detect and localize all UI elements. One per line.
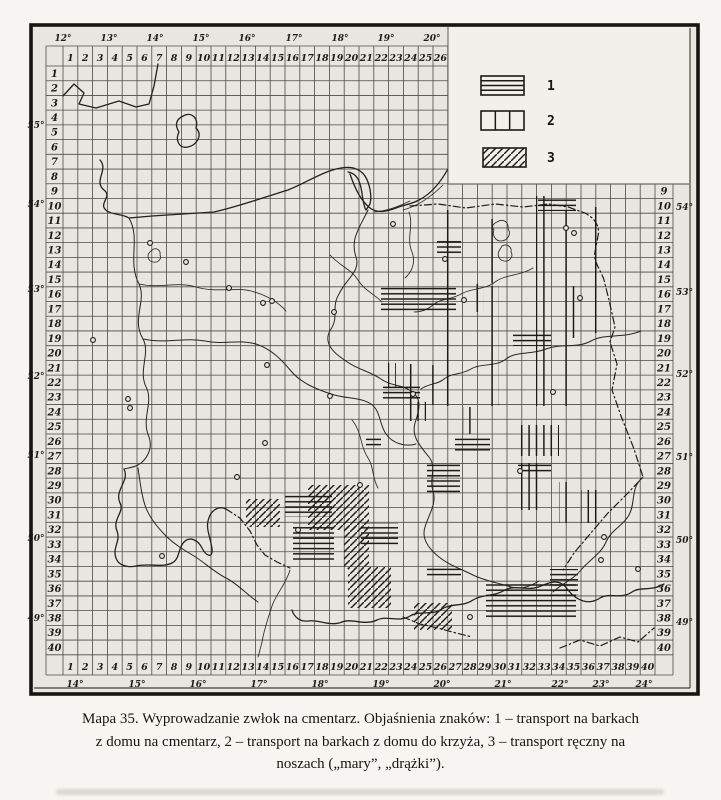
axis-label: 21	[359, 53, 374, 64]
town-marker	[235, 475, 240, 480]
axis-label: 25	[47, 422, 62, 434]
axis-label: 35	[657, 569, 671, 581]
axis-label: 28	[463, 662, 477, 673]
town-marker	[160, 554, 165, 559]
axis-label: 15	[270, 53, 285, 64]
town-marker	[564, 226, 569, 231]
hatch-region-symbol-2	[428, 365, 436, 405]
axis-label: 5	[126, 662, 133, 673]
axis-label: 17	[300, 662, 314, 673]
town-marker	[332, 310, 337, 315]
axis-label: 14°	[146, 34, 164, 44]
hatch-region-symbol-1	[486, 584, 576, 618]
hatch-region-symbol-2	[475, 284, 484, 312]
town-marker	[328, 394, 333, 399]
axis-label: 49°	[27, 614, 45, 624]
hatch-region-symbol-2	[463, 407, 472, 434]
axis-label: 14	[47, 260, 62, 272]
axis-label: 40	[640, 662, 655, 673]
axis-label: 54°	[27, 200, 45, 210]
town-marker	[358, 483, 363, 488]
axis-label: 11	[657, 216, 671, 228]
axis-label: 6	[51, 142, 58, 154]
axis-label: 33	[657, 539, 671, 551]
town-marker	[602, 535, 607, 540]
axis-label: 38	[611, 662, 625, 673]
axis-label: 11	[211, 53, 226, 64]
legend-swatch-diagonal-lines	[483, 148, 526, 167]
axis-label: 54°	[676, 203, 694, 213]
town-marker	[184, 260, 189, 265]
axis-label: 27	[47, 451, 62, 463]
axis-label: 32	[522, 662, 536, 673]
axis-label: 24	[47, 407, 62, 419]
axis-label: 20°	[423, 34, 441, 44]
axis-label: 19°	[377, 34, 395, 44]
axis-label: 16	[657, 289, 671, 301]
axis-label: 9	[185, 53, 193, 64]
axis-label: 3	[51, 98, 58, 110]
axis-label: 36	[581, 662, 596, 673]
axis-label: 24	[404, 662, 418, 673]
axis-label: 27	[448, 662, 462, 673]
axis-label: 17°	[285, 34, 303, 44]
axis-label: 37	[47, 598, 62, 610]
town-marker	[227, 286, 232, 291]
axis-label: 20°	[433, 680, 451, 690]
axis-label: 51°	[676, 453, 694, 463]
axis-label: 12	[226, 662, 240, 673]
axis-label: 16	[47, 289, 62, 301]
town-marker	[263, 441, 268, 446]
axis-label: 9	[185, 662, 193, 673]
axis-label: 17°	[250, 680, 268, 690]
legend-item-number: 1	[547, 79, 555, 94]
caption-line-3: noszach („mary”, „drążki”).	[276, 756, 445, 772]
axis-label: 17	[300, 53, 314, 64]
axis-label: 19°	[372, 680, 390, 690]
axis-label: 36	[47, 584, 62, 596]
axis-label: 8	[170, 662, 178, 673]
axis-label: 39	[657, 628, 671, 640]
axis-label: 25	[657, 422, 671, 434]
hatch-region-symbol-2	[591, 207, 600, 333]
town-marker	[148, 241, 153, 246]
axis-label: 36	[657, 584, 671, 596]
axis-label: 8	[170, 53, 178, 64]
axis-label: 25	[418, 662, 433, 673]
axis-label: 7	[155, 662, 163, 673]
axis-label: 13	[47, 245, 62, 257]
axis-label: 35	[47, 569, 62, 581]
axis-label: 28	[47, 466, 62, 478]
town-marker	[126, 397, 131, 402]
legend-item-number: 3	[547, 151, 555, 166]
axis-label: 52°	[676, 370, 694, 380]
axis-label: 13	[241, 53, 255, 64]
axis-label: 21°	[494, 680, 512, 690]
axis-label: 52°	[27, 372, 45, 382]
axis-label: 37	[596, 662, 610, 673]
axis-label: 15	[47, 274, 62, 286]
axis-label: 17	[657, 304, 671, 316]
axis-label: 18	[47, 319, 62, 331]
axis-label: 3	[96, 662, 104, 673]
axis-label: 2	[51, 83, 58, 95]
axis-label: 34	[552, 662, 566, 673]
hatch-region-symbol-2	[561, 210, 569, 406]
axis-label: 23	[389, 662, 403, 673]
axis-label: 40	[657, 642, 671, 654]
axis-label: 16°	[189, 680, 207, 690]
legend-item-number: 2	[547, 114, 555, 129]
axis-label: 29	[657, 481, 671, 493]
hatch-region-symbol-2	[559, 482, 570, 523]
axis-label: 39	[47, 628, 62, 640]
axis-label: 26	[657, 436, 671, 448]
axis-label: 13°	[100, 34, 118, 44]
hatch-region-symbol-2	[407, 364, 417, 406]
axis-label: 40	[47, 642, 62, 654]
axis-label: 15	[270, 662, 285, 673]
axis-label: 10	[196, 53, 211, 64]
axis-label: 27	[657, 451, 671, 463]
axis-label: 15°	[128, 680, 146, 690]
hatch-region-symbol-3	[344, 526, 369, 569]
hatch-region-symbol-1	[455, 436, 490, 452]
axis-label: 55°	[27, 121, 45, 131]
axis-label: 53°	[27, 285, 45, 295]
legend	[448, 27, 689, 184]
axis-label: 22	[374, 662, 388, 673]
hatch-region-symbol-2	[520, 425, 559, 456]
axis-label: 29	[47, 481, 62, 493]
axis-label: 51°	[27, 451, 45, 461]
hatch-region-symbol-1	[427, 464, 460, 495]
axis-label: 26	[433, 662, 448, 673]
axis-label: 4	[51, 113, 58, 125]
hatch-region-symbol-2	[521, 463, 542, 510]
axis-label: 21	[657, 363, 671, 375]
axis-label: 11	[211, 662, 226, 673]
axis-label: 18	[315, 53, 329, 64]
hatch-region-symbol-1	[366, 437, 381, 448]
axis-label: 1	[67, 53, 74, 64]
axis-label: 24	[657, 407, 671, 419]
axis-label: 24°	[635, 680, 653, 690]
axis-label: 1	[51, 68, 58, 80]
axis-label: 50°	[27, 534, 45, 544]
axis-label: 19	[657, 333, 671, 345]
axis-label: 29	[478, 662, 492, 673]
axis-label: 20	[344, 53, 359, 64]
axis-label: 19	[47, 333, 62, 345]
axis-label: 28	[657, 466, 671, 478]
axis-label: 30	[657, 495, 671, 507]
hatch-region-symbol-2	[536, 196, 546, 406]
axis-label: 35	[566, 662, 581, 673]
axis-label: 9	[51, 186, 58, 198]
axis-label: 14	[657, 260, 671, 272]
axis-label: 18	[315, 662, 329, 673]
axis-label: 38	[47, 613, 62, 625]
axis-label: 4	[111, 53, 119, 64]
axis-label: 31	[507, 662, 522, 673]
axis-label: 16°	[238, 34, 256, 44]
hatch-region-symbol-2	[408, 402, 426, 421]
axis-label: 8	[51, 171, 58, 183]
axis-label: 18°	[311, 680, 329, 690]
axis-label: 26	[47, 436, 62, 448]
axis-label: 12°	[54, 34, 72, 44]
axis-label: 15	[657, 274, 671, 286]
axis-label: 9	[660, 186, 668, 198]
axis-label: 14	[256, 662, 270, 673]
axis-label: 34	[657, 554, 671, 566]
axis-label: 30	[47, 495, 62, 507]
axis-label: 22	[657, 377, 671, 389]
axis-label: 31	[657, 510, 671, 522]
axis-label: 33	[47, 539, 62, 551]
hatch-region-symbol-3	[246, 499, 280, 527]
axis-label: 10	[196, 662, 211, 673]
hatch-region-symbol-2	[569, 286, 576, 338]
axis-label: 22	[47, 377, 62, 389]
axis-label: 3	[96, 53, 104, 64]
axis-label: 14	[256, 53, 270, 64]
axis-label: 15°	[192, 34, 210, 44]
axis-label: 34	[47, 554, 62, 566]
hatch-region-symbol-2	[488, 286, 499, 406]
axis-label: 1	[67, 662, 74, 673]
town-marker	[572, 231, 577, 236]
map-caption	[26, 708, 695, 776]
town-marker	[599, 558, 604, 563]
town-marker	[551, 390, 556, 395]
axis-label: 24	[404, 53, 418, 64]
town-marker	[261, 301, 266, 306]
axis-label: 31	[47, 510, 62, 522]
hatch-region-symbol-2	[443, 210, 453, 406]
axis-label: 22°	[551, 680, 569, 690]
hatch-region-symbol-3	[308, 485, 369, 530]
axis-label: 16	[285, 662, 300, 673]
axis-label: 7	[51, 157, 58, 169]
axis-label: 32	[657, 525, 671, 537]
axis-label: 16	[285, 53, 300, 64]
axis-label: 33	[537, 662, 551, 673]
hatch-region-symbol-3	[348, 567, 391, 608]
axis-label: 22	[374, 53, 388, 64]
caption-line-2: z domu na cmentarz, 2 – transport na barkach z domu do krzyża, 3 – transport ręczny na	[95, 733, 626, 750]
axis-label: 39	[626, 662, 640, 673]
axis-label: 17	[47, 304, 62, 316]
axis-label: 32	[47, 525, 62, 537]
axis-label: 11	[47, 216, 62, 228]
axis-label: 12	[657, 230, 671, 242]
axis-label: 2	[81, 53, 89, 64]
town-marker	[468, 615, 473, 620]
town-marker	[443, 257, 448, 262]
town-marker	[91, 338, 96, 343]
axis-label: 18°	[331, 34, 349, 44]
axis-label: 20	[344, 662, 359, 673]
axis-label: 6	[141, 53, 148, 64]
town-marker	[518, 469, 523, 474]
axis-label: 12	[47, 230, 62, 242]
hatch-region-symbol-1	[427, 565, 461, 579]
hatch-region-symbol-2	[581, 490, 600, 523]
axis-label: 7	[155, 53, 163, 64]
axis-label: 50°	[676, 536, 694, 546]
axis-label: 23	[657, 392, 671, 404]
axis-label: 37	[657, 598, 671, 610]
axis-label: 14°	[66, 680, 84, 690]
axis-label: 53°	[676, 288, 694, 298]
axis-label: 49°	[676, 618, 694, 628]
axis-label: 21	[47, 363, 62, 375]
scan-shadow	[56, 789, 664, 795]
town-marker	[128, 406, 133, 411]
town-marker	[265, 363, 270, 368]
axis-label: 23	[389, 53, 403, 64]
axis-label: 13	[657, 245, 671, 257]
axis-label: 25	[418, 53, 433, 64]
hatch-region-symbol-3	[414, 603, 452, 630]
axis-label: 19	[330, 662, 344, 673]
hatch-region-symbol-2	[388, 363, 396, 387]
axis-label: 4	[111, 662, 119, 673]
axis-label: 20	[657, 348, 671, 360]
town-marker	[270, 299, 275, 304]
town-marker	[578, 296, 583, 301]
town-marker	[391, 222, 396, 227]
town-marker	[296, 528, 301, 533]
axis-label: 23°	[592, 680, 610, 690]
axis-label: 26	[433, 53, 448, 64]
axis-label: 21	[359, 662, 374, 673]
axis-label: 23	[47, 392, 62, 404]
hatch-region-symbol-2	[489, 219, 497, 283]
town-marker	[636, 567, 641, 572]
caption-line-1: Mapa 35. Wyprowadzanie zwłok na cmentarz. Objaśnienia znaków: 1 – transport na barkach	[82, 711, 639, 727]
axis-label: 38	[657, 613, 671, 625]
axis-label: 13	[241, 662, 255, 673]
axis-label: 19	[330, 53, 344, 64]
axis-label: 12	[226, 53, 240, 64]
axis-label: 10	[47, 201, 62, 213]
axis-label: 10	[657, 201, 671, 213]
axis-label: 5	[126, 53, 133, 64]
axis-label: 30	[492, 662, 507, 673]
axis-label: 5	[51, 127, 58, 139]
axis-label: 18	[657, 319, 671, 331]
axis-label: 2	[81, 662, 89, 673]
town-marker	[411, 392, 416, 397]
axis-label: 6	[141, 662, 148, 673]
town-marker	[462, 298, 467, 303]
axis-label: 20	[47, 348, 62, 360]
